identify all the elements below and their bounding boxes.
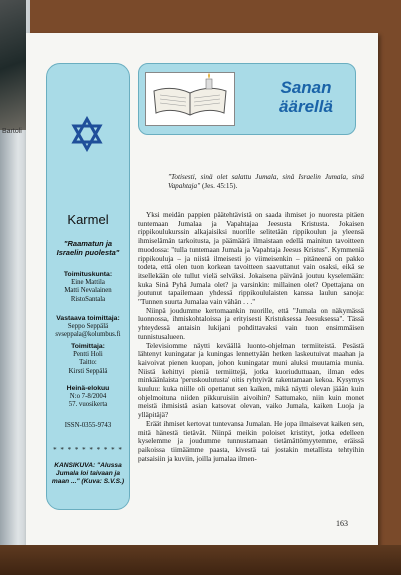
paragraph: Niinpä joudumme kertomaankin nuorille, että "Jumala on näkymässä luonnossa, ihmiskohtaloissa ja erityisesti Kristuksessa Jeesuksessa". Tässä yhteydessä antaisin lukijani pohdittavaksi vain tuon ensimmäisen tunnistusalueen. bbox=[138, 306, 364, 341]
issue-info bbox=[49, 385, 127, 410]
issn: ISSN-0355-9743 bbox=[64, 422, 112, 429]
star-divider: * * * * * * * * * * bbox=[53, 446, 123, 454]
layout-heading: Taitto: bbox=[79, 359, 97, 367]
editor-section bbox=[49, 343, 127, 376]
quote-reference: (Jes. 45:15). bbox=[200, 182, 238, 190]
issue-number: N:o 7-8/2004 bbox=[69, 393, 107, 401]
previous-page-photo bbox=[0, 0, 26, 130]
section-title bbox=[263, 78, 349, 116]
editorial-board bbox=[49, 271, 127, 304]
previous-page-caption: Bartoli bbox=[2, 128, 22, 135]
magazine-motto: "Raamatun ja Israelin puolesta" bbox=[56, 239, 120, 257]
star-of-david-icon bbox=[69, 116, 105, 152]
editor-name: RistoSantala bbox=[70, 295, 106, 303]
cover-caption: KANSIKUVA: "Alussa Jumala loi taivaan ja maan ..." (Kuva: S.V.S.) bbox=[51, 462, 125, 485]
editor-in-chief-name: Seppo Seppälä bbox=[67, 323, 109, 331]
paragraph: Eräät ihmiset kertovat tuntevansa Jumalan. He jopa ilmaisevat kaiken sen, mitä hänestä tietävät. Niinpä meikin poloiset kristityt, jotka edelleen kyselemme ja joudumme tunnustamaan tietämättömyytemme, eräissä paikoissa tiimäämme paasta, kivestä tai jostakin metallista tehtyihin patsaisiin ja kuviin, joilla jumalaa ilmen- bbox=[138, 419, 364, 463]
editor-heading: Toimittaja: bbox=[71, 343, 105, 350]
page-number: 163 bbox=[336, 519, 348, 528]
magazine-title: Karmel bbox=[67, 212, 109, 227]
editor-in-chief bbox=[49, 315, 127, 340]
article-body bbox=[138, 211, 364, 463]
masthead-sidebar bbox=[46, 63, 130, 510]
paragraph: Televisiomme näytti keväällä luonto-ohjelman termiiteistä. Pesästä lähtenyt kuningatar ja kuningas lennettyään hetken laskeutuivat maahan ja kaivoivat pienen kuopan, johon kuningatar muni aluksi muutamia munia. Niistä kehittyi pieniä termiittejä, jotka kuoriuduttuaan, ilman edes minkäänlaista 'peruskoulutusta' oitis ryhtyivät rakentamaan kekoa. Kysymys kuuluu: kuka niille oli opettanut sen kaiken, mikä näytti olevan jäään kuin ohjelmoituna niiden pikkuruisiin aivoihin? Sattumako, niin kuin monet meistä ihmisistä asian katsovat olevan, vaiko Jumala, kaiken Luoja ja ylläpitäjä? bbox=[138, 341, 364, 420]
magazine-page bbox=[26, 33, 378, 548]
editor-in-chief-heading: Vastaava toimittaja: bbox=[56, 315, 120, 322]
section-header bbox=[138, 63, 356, 135]
open-bible-image bbox=[145, 72, 235, 126]
paragraph: Yksi meidän pappien päätehtävistä on saada ihmiset jo nuoresta pitäen tuntemaan Jumalaa ja Vapahtajaa Jeesusta Kristusta. Jokaisen rippikoulukurssin alkajaisiksi nuorille selitetään rippikoulun ja yleensä ihmiselämän tarkoitusta, ja päämäärä ilmaistaan edellä mainitun tavoitteen muodossa: "tulla tuntemaan Jumala ja Vapahtaja Jeesus Kristus". Kymmeniä rippikouluja – ja niistä ilmeisesti jo viimeisenkin – pitäneenä on pakko todeta, että olen tuon korkean tavoitteen saavuttanut vain osaksi, eikä se itsellekään ole tullut vielä selväksi. Jokaisena päivänä joutuu kyselemään: kuka Sinä Pyhä Jumala olet? ja varsinkin: millainen olet? Opettajana on joutunut tapailemaan yhdessä rippikoululaisten kanssa laulun sanoja: "Tunnen suurta Jumalaa vain vähän . . ." bbox=[138, 211, 364, 307]
issue-heading: Heinä-elokuu bbox=[66, 385, 110, 392]
section-title-line: Sanan bbox=[280, 78, 332, 97]
wooden-table bbox=[0, 545, 401, 575]
layout-name: Kirsti Seppälä bbox=[68, 367, 108, 375]
editor-email: svseppala@kolumbus.fi bbox=[55, 331, 121, 339]
quote-text: "Totisesti, sinä olet salattu Jumala, sinä Israelin Jumala, sinä Vapahtaja" bbox=[168, 173, 364, 190]
editor-name: Pentti Holi bbox=[73, 351, 103, 359]
volume-number: 57. vuosikerta bbox=[68, 401, 108, 409]
section-title-line: äärellä bbox=[279, 97, 333, 116]
editor-name: Matti Nevalainen bbox=[64, 287, 112, 295]
editorial-board-heading: Toimituskunta: bbox=[63, 271, 113, 278]
scripture-quote bbox=[168, 173, 364, 191]
open-bible-icon bbox=[146, 73, 234, 125]
editor-name: Eine Mattila bbox=[71, 279, 105, 287]
